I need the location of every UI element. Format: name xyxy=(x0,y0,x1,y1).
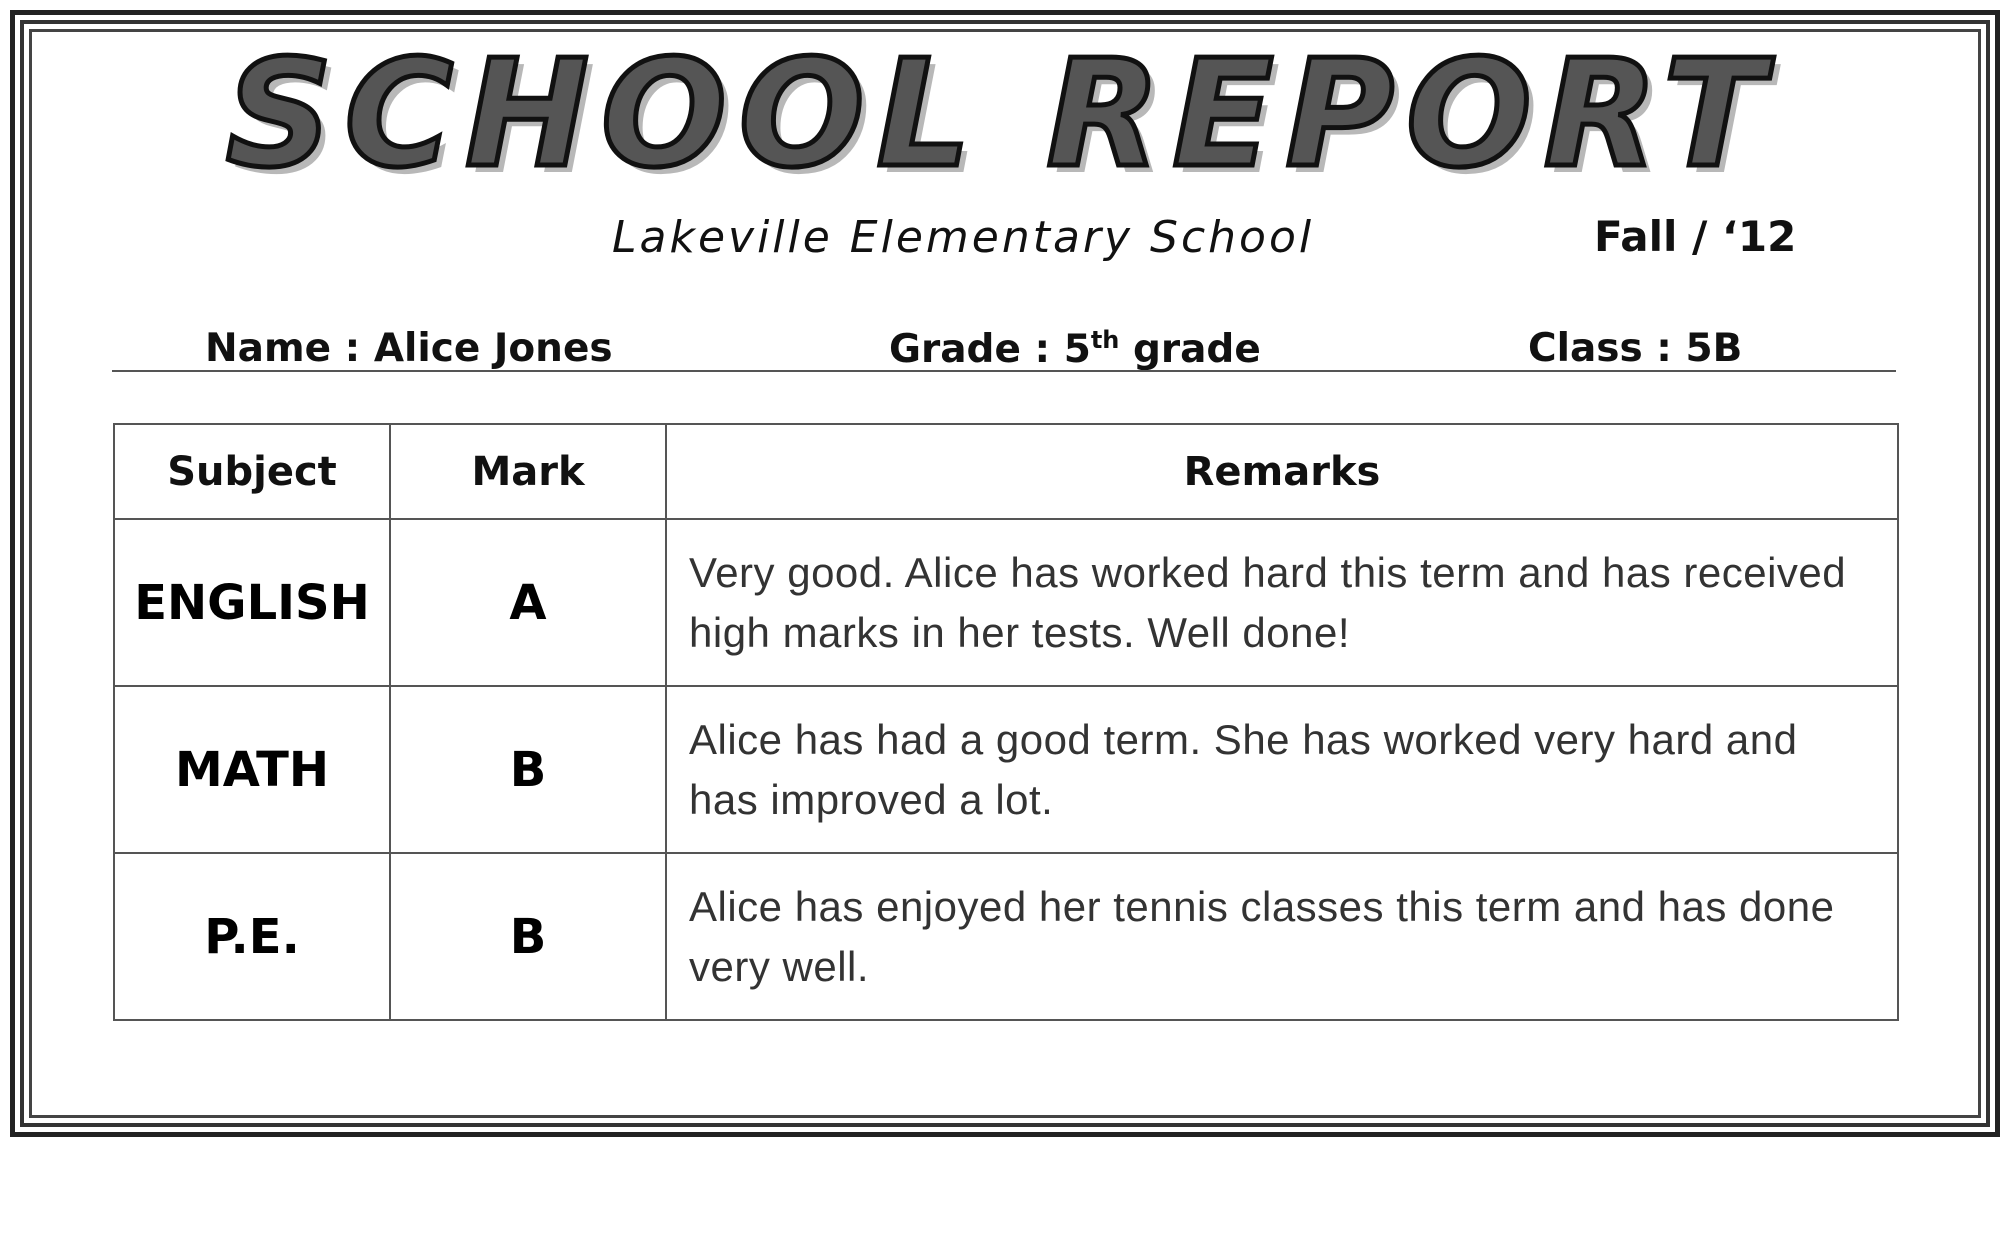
grade-suffix: th xyxy=(1090,326,1120,354)
header-divider xyxy=(112,370,1896,372)
subject-cell: P.E. xyxy=(114,853,390,1020)
grade-word: grade xyxy=(1132,327,1261,372)
student-grade-field xyxy=(889,326,1261,372)
remarks-cell: Alice has enjoyed her tennis classes this term and has done very well. xyxy=(666,853,1898,1020)
mark-cell: B xyxy=(390,686,666,853)
grade-number: 5 xyxy=(1063,327,1091,372)
header-subject: Subject xyxy=(114,424,390,519)
table-header-row xyxy=(114,424,1898,519)
subject-cell: MATH xyxy=(114,686,390,853)
name-value: Alice Jones xyxy=(373,326,613,371)
student-class-field xyxy=(1528,326,1742,371)
grade-label: Grade : xyxy=(889,327,1051,372)
subject-cell: ENGLISH xyxy=(114,519,390,686)
name-label: Name : xyxy=(205,326,361,371)
mark-cell: B xyxy=(390,853,666,1020)
report-title: SCHOOL REPORT xyxy=(225,28,1777,200)
table-row xyxy=(114,519,1898,686)
header-mark: Mark xyxy=(390,424,666,519)
table-row xyxy=(114,686,1898,853)
class-label: Class : xyxy=(1528,326,1672,371)
student-name-field xyxy=(205,326,613,371)
remarks-cell: Very good. Alice has worked hard this term and has received high marks in her tests. Well done! xyxy=(666,519,1898,686)
class-value: 5B xyxy=(1685,326,1743,371)
header-remarks: Remarks xyxy=(666,424,1898,519)
table-row xyxy=(114,853,1898,1020)
school-name: Lakeville Elementary School xyxy=(612,212,1315,263)
grades-table xyxy=(113,423,1899,1021)
mark-cell: A xyxy=(390,519,666,686)
remarks-cell: Alice has had a good term. She has worked very hard and has improved a lot. xyxy=(666,686,1898,853)
term-label: Fall / ‘12 xyxy=(1594,212,1797,261)
